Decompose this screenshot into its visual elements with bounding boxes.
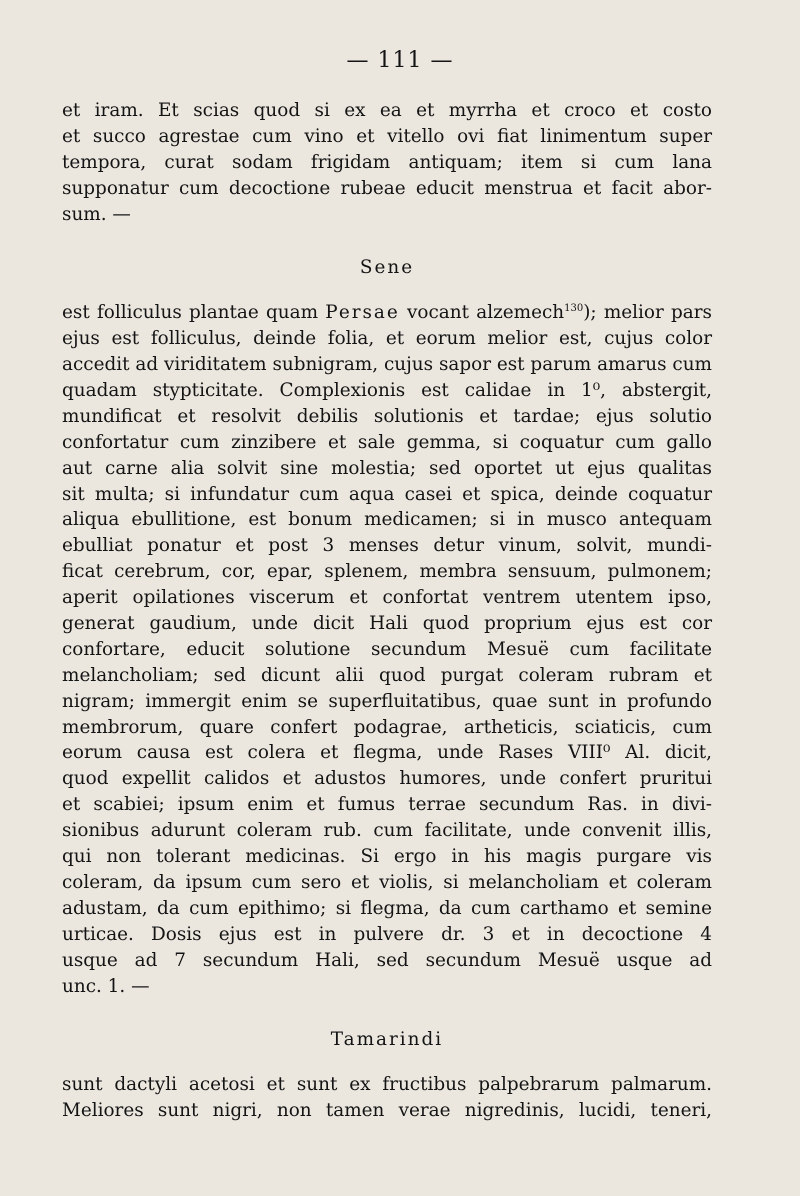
section-heading-sene: Sene [359,257,415,279]
text-line: sit multa; si infundatur cum aqua casei et spica, deinde coquatur [62,483,712,505]
text-line: mundificat et resolvit debilis solutionis et tardae; ejus solutio [62,405,712,427]
text-line: et succo agrestae cum vino et vitello ovi fiat linimentum super [62,125,712,147]
text-line: sionibus adurunt coleram rub. cum facilitate, unde convenit illis, [62,820,712,842]
text-line: aperit opilationes viscerum et confortat ventrem utentem ipso, [62,587,712,609]
paragraph-sene [62,300,712,999]
text-line: Meliores sunt nigri, non tamen verae nigredinis, lucidi, teneri, [62,1100,712,1122]
paragraph-tamarindi [62,1072,712,1124]
text-line: et scabiei; ipsum enim et fumus terrae secundum Ras. in divi- [62,794,712,816]
text-line: unc. 1. — [62,975,150,997]
text-line: coleram, da ipsum cum sero et violis, si melancholiam et coleram [62,871,712,893]
text-line: aliqua ebullitione, est bonum medicamen; si in musco antequam [62,509,712,531]
text-line: tempora, curat sodam frigidam antiquam; item si cum lana [62,151,712,173]
text-line: quadam stypticitate. Complexionis est calidae in 1⁰, abstergit, [62,380,712,402]
section-heading-tamarindi: Tamarindi [330,1029,444,1051]
text-line: membrorum, quare confert podagrae, artheticis, sciaticis, cum [62,716,712,738]
text-line: usque ad 7 secundum Hali, sed secundum Mesuë usque ad [62,949,712,971]
spaced-name-persae: Persae [325,302,400,324]
text-line: qui non tolerant medicinas. Si ergo in his magis purgare vis [62,846,712,868]
text-line: sum. — [62,203,131,225]
text-line: ejus est folliculus, deinde folia, et eorum melior est, cujus color [62,328,712,350]
text-line: adustam, da cum epithimo; si flegma, da cum carthamo et semine [62,897,712,919]
text-line: generat gaudium, unde dicit Hali quod proprium ejus est cor [62,613,712,635]
footnote-marker: 130 [564,303,584,315]
text-line: confortare, educit solutione secundum Mesuë cum facilitate [62,638,712,660]
text-line: eorum causa est colera et flegma, unde Rases VIII⁰ Al. dicit, [62,742,712,764]
text-line: ficat cerebrum, cor, epar, splenem, membra sensuum, pulmonem; [62,561,712,583]
text-line: nigram; immergit enim se superfluitatibus, quae sunt in profundo [62,690,712,712]
text-line: aut carne alia solvit sine molestia; sed oportet ut ejus qualitas [62,457,712,479]
text-line: quod expellit calidos et adustos humores, unde confert pruritui [62,768,712,790]
text-line: et iram. Et scias quod si ex ea et myrrha et croco et costo [62,100,712,121]
text-fragment: est folliculus plantae quam [62,302,326,324]
text-line: confortatur cum zinzibere et sale gemma, si coquatur cum gallo [62,431,712,453]
page-text [62,98,712,1124]
text-fragment: vocant alzemech [399,302,565,324]
text-fragment: ); melior pars [583,302,712,324]
text-line: sunt dactyli acetosi et sunt ex fructibus palpebrarum palmarum. [62,1074,712,1096]
text-line: urticae. Dosis ejus est in pulvere dr. 3 et in decoctione 4 [62,923,712,945]
text-line: accedit ad viriditatem subnigram, cujus sapor est parum amarus cum [62,354,712,376]
page-number: — 111 — [346,48,454,73]
text-line [62,300,712,326]
text-line: ebulliat ponatur et post 3 menses detur vinum, solvit, mundi- [62,535,712,557]
paragraph-iram [62,98,712,227]
text-line: melancholiam; sed dicunt alii quod purgat coleram rubram et [62,664,712,686]
text-line: supponatur cum decoctione rubeae educit menstrua et facit abor- [62,177,712,199]
